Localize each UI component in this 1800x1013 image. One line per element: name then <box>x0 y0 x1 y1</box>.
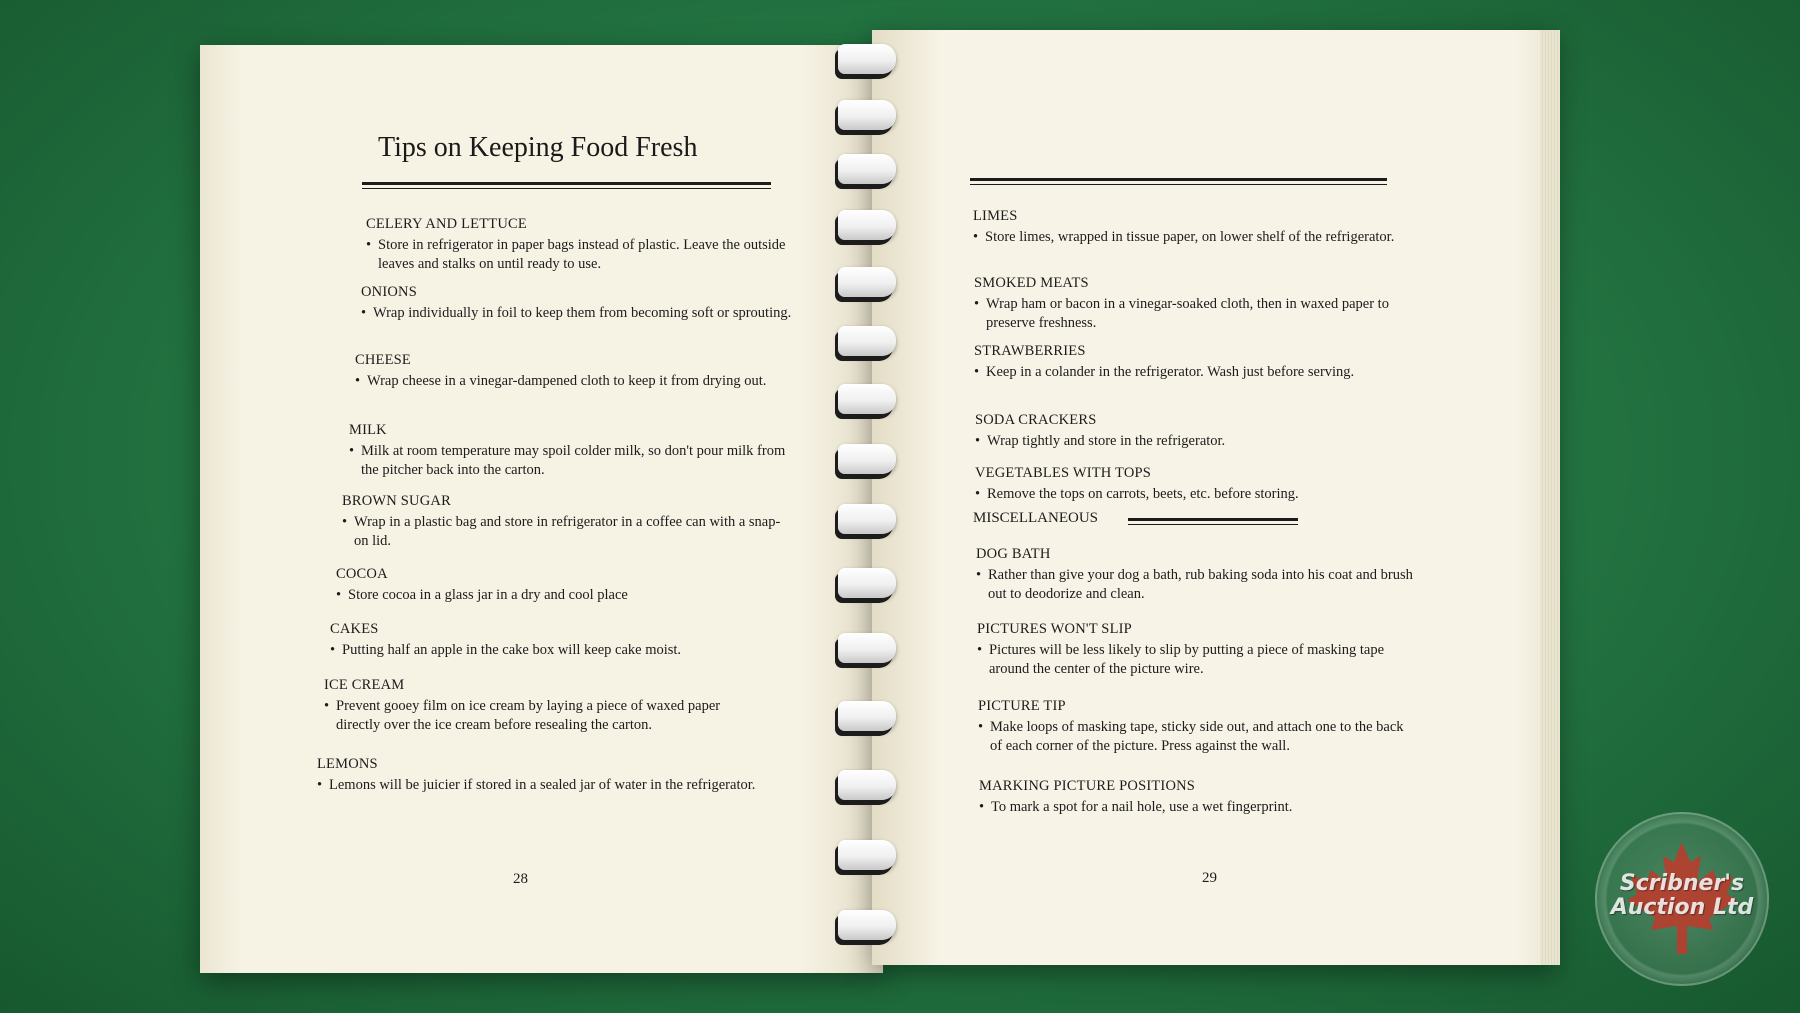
binding-ring <box>838 326 896 356</box>
binding-ring <box>838 154 896 184</box>
list-item <box>977 620 1417 679</box>
entry-body: • Putting half an apple in the cake box will keep cake moist. <box>330 641 770 660</box>
list-item <box>978 697 1418 756</box>
page-number: 28 <box>513 871 528 887</box>
entry-heading: ICE CREAM <box>324 677 405 693</box>
list-item <box>342 492 782 551</box>
binding-ring <box>838 770 896 800</box>
entry-heading: CELERY AND LETTUCE <box>366 216 527 232</box>
binding-ring <box>838 384 896 414</box>
title-rule <box>362 182 771 185</box>
entry-body: • Make loops of masking tape, sticky side out, and attach one to the back of each corner of the picture. Press against the wall. <box>978 718 1418 756</box>
binding-ring <box>838 840 896 870</box>
entry-heading: STRAWBERRIES <box>974 343 1086 359</box>
list-item <box>975 411 1415 451</box>
entry-body: • Remove the tops on carrots, beets, etc. before storing. <box>975 485 1415 504</box>
binding-ring <box>838 910 896 940</box>
entry-heading: PICTURES WON'T SLIP <box>977 621 1132 637</box>
binding-ring <box>838 210 896 240</box>
list-item <box>976 545 1416 604</box>
header-rule <box>970 178 1387 181</box>
auction-watermark-logo <box>1595 812 1769 986</box>
list-item <box>979 777 1419 817</box>
entry-heading: BROWN SUGAR <box>342 493 451 509</box>
section-rule-thin <box>1128 524 1298 525</box>
entry-body: • Rather than give your dog a bath, rub baking soda into his coat and brush out to deodorize and clean. <box>976 566 1416 604</box>
entry-heading: MARKING PICTURE POSITIONS <box>979 778 1196 794</box>
page-edges <box>1540 30 1560 965</box>
list-item <box>361 283 801 323</box>
list-item <box>366 215 806 274</box>
page-number: 29 <box>1202 870 1217 886</box>
binding-ring <box>838 504 896 534</box>
entry-body: • Wrap tightly and store in the refrigerator. <box>975 432 1415 451</box>
entry-body: • Lemons will be juicier if stored in a sealed jar of water in the refrigerator. <box>317 776 757 795</box>
binding-ring <box>838 100 896 130</box>
entry-heading: COCOA <box>336 566 388 582</box>
entry-body: • Store in refrigerator in paper bags instead of plastic. Leave the outside leaves and stalks on until ready to use. <box>366 236 806 274</box>
entry-heading: DOG BATH <box>976 546 1051 562</box>
list-item <box>330 620 770 660</box>
entry-heading: MILK <box>349 422 387 438</box>
watermark-line2: Auction Ltd <box>1610 895 1754 920</box>
entry-heading: SMOKED MEATS <box>974 275 1089 291</box>
binding-ring <box>838 444 896 474</box>
list-item <box>336 565 776 605</box>
list-item <box>974 342 1414 382</box>
entry-heading: CAKES <box>330 621 379 637</box>
spiral-binding <box>838 30 898 965</box>
entry-body: • To mark a spot for a nail hole, use a wet fingerprint. <box>979 798 1419 817</box>
binding-ring <box>838 267 896 297</box>
entry-body: • Wrap individually in foil to keep them from becoming soft or sprouting. <box>361 304 801 323</box>
list-item <box>324 676 764 735</box>
entry-heading: ONIONS <box>361 284 417 300</box>
list-item <box>317 755 757 795</box>
entry-body: • Keep in a colander in the refrigerator. Wash just before serving. <box>974 363 1414 382</box>
list-item <box>975 464 1415 504</box>
header-rule-thin <box>970 184 1387 185</box>
entry-body: • Store limes, wrapped in tissue paper, on lower shelf of the refrigerator. <box>973 228 1413 247</box>
entry-body: • Wrap cheese in a vinegar-dampened cloth to keep it from drying out. <box>355 372 795 391</box>
entry-body: • Wrap ham or bacon in a vinegar-soaked cloth, then in waxed paper to preserve freshness. <box>974 295 1414 333</box>
binding-ring <box>838 44 896 74</box>
binding-ring <box>838 633 896 663</box>
entry-body: • Wrap in a plastic bag and store in refrigerator in a coffee can with a snap-on lid. <box>342 513 782 551</box>
entry-body: • Pictures will be less likely to slip by putting a piece of masking tape around the center of the picture wire. <box>977 641 1417 679</box>
entry-heading: SODA CRACKERS <box>975 412 1097 428</box>
entry-heading: LIMES <box>973 208 1018 224</box>
list-item <box>974 274 1414 333</box>
entry-body: • Store cocoa in a glass jar in a dry and cool place <box>336 586 776 605</box>
entry-heading: CHEESE <box>355 352 411 368</box>
page-title: Tips on Keeping Food Fresh <box>378 132 698 163</box>
binding-ring <box>838 701 896 731</box>
entry-heading: PICTURE TIP <box>978 698 1066 714</box>
title-rule-thin <box>362 188 771 189</box>
entry-heading: VEGETABLES WITH TOPS <box>975 465 1152 481</box>
list-item <box>349 421 789 480</box>
entry-body: • Prevent gooey film on ice cream by laying a piece of waxed paper directly over the ice cream before resealing the carton. <box>324 697 764 735</box>
list-item <box>355 351 795 391</box>
entry-heading: LEMONS <box>317 756 378 772</box>
section-rule <box>1128 518 1298 521</box>
binding-ring <box>838 568 896 598</box>
section-heading: MISCELLANEOUS <box>973 510 1099 526</box>
entry-body: • Milk at room temperature may spoil colder milk, so don't pour milk from the pitcher back into the carton. <box>349 442 789 480</box>
watermark-line1: Scribner's <box>1619 871 1745 896</box>
list-item <box>973 207 1413 247</box>
